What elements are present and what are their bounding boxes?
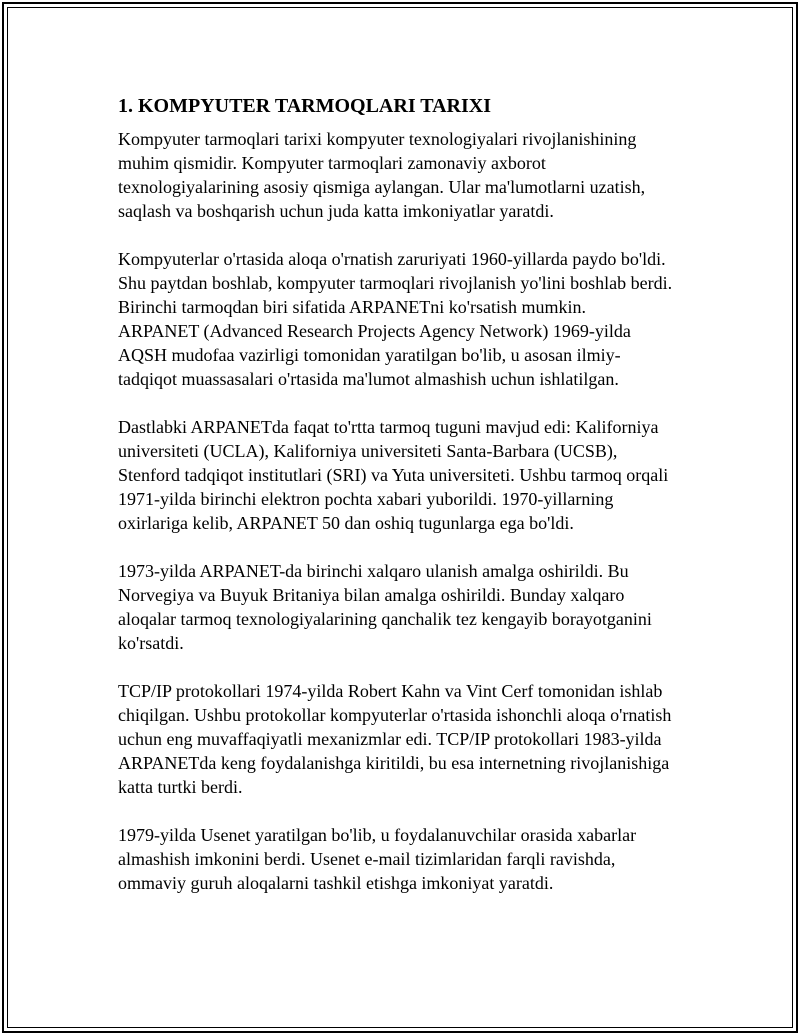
paragraph-arpanet-nodes bbox=[118, 415, 708, 535]
paragraph-international bbox=[118, 559, 708, 655]
text-line: uchun eng muvaffaqiyatli mexanizmlar edi. TCP/IP protokollari 1983-yilda bbox=[118, 729, 662, 749]
text-line: texnologiyalarining asosiy qismiga aylangan. Ular ma'lumotlarni uzatish, bbox=[118, 177, 646, 197]
text-line: ko'rsatdi. bbox=[118, 633, 184, 653]
text-line: almashish imkonini berdi. Usenet e-mail tizimlaridan farqli ravishda, bbox=[118, 849, 616, 869]
text-line: AQSH mudofaa vazirligi tomonidan yaratilgan bo'lib, u asosan ilmiy- bbox=[118, 345, 621, 365]
text-line: ARPANET (Advanced Research Projects Agency Network) 1969-yilda bbox=[118, 321, 631, 341]
text-line: oxirlariga kelib, ARPANET 50 dan oshiq tugunlarga ega bo'ldi. bbox=[118, 513, 574, 533]
paragraph-arpanet-origin bbox=[118, 247, 708, 391]
text-line: saqlash va boshqarish uchun juda katta imkoniyatlar yaratdi. bbox=[118, 201, 554, 221]
text-line: chiqilgan. Ushbu protokollar kompyuterlar o'rtasida ishonchli aloqa o'rnatish bbox=[118, 705, 672, 725]
text-line: 1979-yilda Usenet yaratilgan bo'lib, u foydalanuvchilar orasida xabarlar bbox=[118, 825, 637, 845]
paragraph-tcp-ip bbox=[118, 679, 708, 799]
section-heading: 1. KOMPYUTER TARMOQLARI TARIXI bbox=[118, 95, 491, 117]
text-line: Shu paytdan boshlab, kompyuter tarmoqlari rivojlanish yo'lini boshlab berdi. bbox=[118, 273, 673, 293]
text-line: Kompyuterlar o'rtasida aloqa o'rnatish zaruriyati 1960-yillarda paydo bo'ldi. bbox=[118, 249, 666, 269]
text-line: Birinchi tarmoqdan biri sifatida ARPANETni ko'rsatish mumkin. bbox=[118, 297, 587, 317]
text-line: TCP/IP protokollari 1974-yilda Robert Kahn va Vint Cerf tomonidan ishlab bbox=[118, 681, 663, 701]
paragraph-intro bbox=[118, 127, 708, 223]
text-line: universiteti (UCLA), Kaliforniya universiteti Santa-Barbara (UCSB), bbox=[118, 441, 618, 461]
document-body bbox=[118, 93, 708, 919]
text-line: Dastlabki ARPANETda faqat to'rtta tarmoq tuguni mavjud edi: Kaliforniya bbox=[118, 417, 659, 437]
text-line: 1971-yilda birinchi elektron pochta xabari yuborildi. 1970-yillarning bbox=[118, 489, 614, 509]
text-line: katta turtki berdi. bbox=[118, 777, 243, 797]
text-line: tadqiqot muassasalari o'rtasida ma'lumot almashish uchun ishlatilgan. bbox=[118, 369, 619, 389]
text-line: muhim qismidir. Kompyuter tarmoqlari zamonaviy axborot bbox=[118, 153, 546, 173]
text-line: ARPANETda keng foydalanishga kiritildi, bu esa internetning rivojlanishiga bbox=[118, 753, 670, 773]
text-line: aloqalar tarmoq texnologiyalarining qanchalik tez kengayib borayotganini bbox=[118, 609, 652, 629]
text-line: ommaviy guruh aloqalarni tashkil etishga imkoniyat yaratdi. bbox=[118, 873, 554, 893]
text-line: Stenford tadqiqot institutlari (SRI) va Yuta universiteti. Ushbu tarmoq orqali bbox=[118, 465, 669, 485]
text-line: Kompyuter tarmoqlari tarixi kompyuter texnologiyalari rivojlanishining bbox=[118, 129, 637, 149]
text-line: 1973-yilda ARPANET-da birinchi xalqaro ulanish amalga oshirildi. Bu bbox=[118, 561, 629, 581]
text-line: Norvegiya va Buyuk Britaniya bilan amalga oshirildi. Bunday xalqaro bbox=[118, 585, 625, 605]
paragraph-usenet bbox=[118, 823, 708, 895]
